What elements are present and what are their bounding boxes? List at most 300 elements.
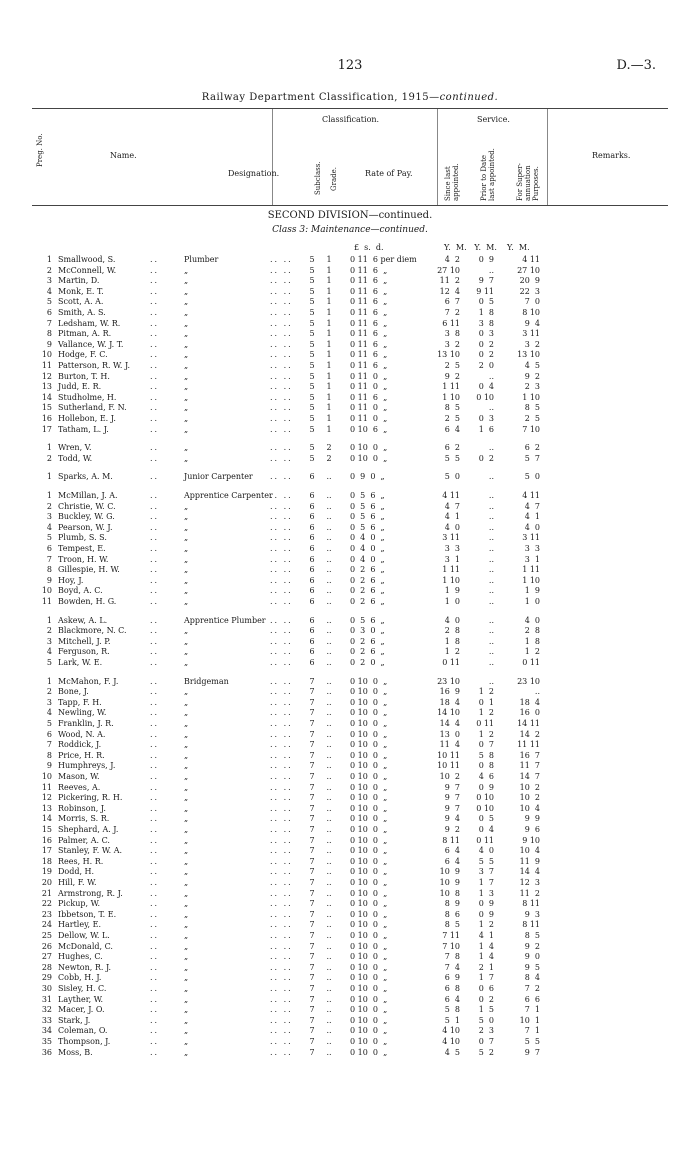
table-row [0, 349, 700, 360]
designation: „ [184, 1037, 189, 1046]
header-subclass: Subclass. [314, 161, 322, 195]
subclass: 7 [309, 1015, 315, 1025]
grade: .. [326, 1037, 332, 1046]
header-service: Service. [477, 115, 510, 124]
title-main: Railway Department Classification, 1915— [201, 92, 440, 103]
service-since-last: 11 2 [439, 276, 460, 286]
subclass: 7 [309, 952, 315, 962]
leader-dots: .. [150, 286, 160, 296]
leader-dots: .. .. [270, 382, 293, 392]
service-since-last: 14 4 [439, 719, 460, 728]
table-row [0, 392, 700, 403]
grade: .. [326, 984, 332, 993]
designation: „ [184, 1015, 189, 1025]
rate-of-pay: 0 10 0 „ [350, 814, 388, 824]
rate-of-pay: 0 10 0 „ [350, 899, 388, 909]
person-name: Mason, W. [58, 772, 100, 781]
leader-dots: .. .. [270, 814, 293, 824]
service-since-last: 7 2 [444, 308, 460, 317]
leader-dots: .. .. [270, 658, 293, 667]
table-row [0, 318, 700, 329]
leader-dots: .. .. [270, 973, 293, 983]
subclass: 7 [309, 856, 315, 866]
row-number: 4 [46, 708, 52, 718]
leader-dots: .. .. [270, 878, 293, 887]
subclass: 7 [309, 909, 315, 919]
leader-dots: .. [150, 856, 160, 866]
leader-dots: .. [150, 318, 160, 328]
person-name: Armstrong, R. J. [58, 888, 123, 898]
service-superannuation: 4 0 [524, 615, 540, 625]
person-name: Bowden, H. G. [58, 597, 117, 606]
subclass: 7 [309, 1037, 315, 1046]
subclass: 5 [309, 350, 315, 360]
service-superannuation: 2 5 [524, 414, 540, 423]
grade: 1 [326, 255, 332, 264]
rate-of-pay: 0 4 0 „ [350, 544, 385, 553]
service-since-last: 3 2 [444, 339, 460, 349]
leader-dots: .. .. [270, 1005, 293, 1015]
person-name: Boyd, A. C. [58, 586, 103, 596]
leader-dots: .. .. [270, 414, 293, 423]
person-name: Rees, H. R. [58, 856, 104, 866]
service-prior: .. [488, 512, 494, 522]
person-name: Smallwood, S. [58, 255, 116, 264]
leader-dots: .. [150, 615, 160, 625]
designation: „ [184, 867, 189, 877]
subclass: 6 [309, 647, 315, 657]
service-prior: 2 0 [478, 361, 494, 370]
person-name: Wood, N. A. [58, 729, 106, 739]
subclass: 5 [309, 443, 315, 453]
grade: .. [326, 835, 332, 845]
leader-dots: .. [150, 984, 160, 993]
designation: Bridgeman [184, 676, 229, 686]
person-name: Moss, B. [58, 1047, 93, 1057]
service-prior: .. [488, 615, 494, 625]
service-since-last: 6 4 [444, 856, 460, 866]
rate-of-pay: 0 2 6 „ [350, 565, 385, 575]
designation: „ [184, 846, 189, 856]
service-prior: .. [488, 472, 494, 482]
rate-of-pay: 0 10 0 „ [350, 1026, 388, 1036]
subclass: 5 [309, 318, 315, 328]
person-name: Newton, R. J. [58, 962, 112, 972]
leader-dots: .. [150, 501, 160, 511]
row-number: 3 [46, 697, 52, 707]
designation: „ [184, 920, 189, 930]
service-superannuation: 9 6 [524, 825, 540, 834]
designation: „ [184, 1026, 189, 1036]
rate-of-pay: 0 10 0 „ [350, 1005, 388, 1015]
leader-dots: .. [150, 1037, 160, 1046]
money-units: £ s. d. [354, 243, 384, 252]
rate-of-pay: 0 11 0 „ [350, 382, 388, 392]
rate-of-pay: 0 10 0 „ [350, 973, 388, 983]
service-superannuation: 4 11 [522, 491, 540, 500]
designation: „ [184, 597, 189, 606]
leader-dots: .. [150, 255, 160, 264]
grade: .. [326, 708, 332, 718]
service-superannuation: 3 11 [522, 329, 540, 339]
designation: „ [184, 297, 189, 307]
service-superannuation: 11 7 [519, 761, 540, 771]
designation: „ [184, 424, 189, 434]
service-superannuation: 14 4 [519, 867, 540, 877]
designation: „ [184, 453, 189, 463]
subclass: 7 [309, 899, 315, 909]
service-prior: .. [488, 658, 494, 667]
leader-dots: .. .. [270, 575, 293, 585]
service-since-last: 3 8 [444, 329, 460, 339]
service-prior: 3 8 [478, 318, 494, 328]
rate-of-pay: 0 11 0 „ [350, 403, 388, 413]
service-superannuation: 3 2 [524, 339, 540, 349]
grade: .. [326, 962, 332, 972]
person-name: Dodd, H. [58, 867, 95, 877]
service-superannuation: 11 11 [517, 740, 540, 750]
service-superannuation: 10 2 [519, 782, 540, 792]
row-number: 23 [41, 909, 52, 919]
leader-dots: .. .. [270, 772, 293, 781]
table-row [0, 402, 700, 413]
rate-of-pay: 0 11 6 „ [350, 361, 388, 370]
subclass: 7 [309, 973, 315, 983]
leader-dots: .. [150, 719, 160, 728]
leader-dots: .. .. [270, 941, 293, 951]
designation: „ [184, 501, 189, 511]
service-prior: 2 1 [478, 962, 494, 972]
person-name: Tatham, L. J. [58, 424, 109, 434]
service-since-last: 16 9 [439, 687, 460, 697]
grade: .. [326, 750, 332, 760]
person-name: Studholme, H. [58, 392, 117, 402]
leader-dots: .. .. [270, 339, 293, 349]
person-name: Sutherland, F. N. [58, 403, 127, 413]
leader-dots: .. [150, 626, 160, 636]
rate-of-pay: 0 10 0 „ [350, 888, 388, 898]
service-prior: .. [488, 491, 494, 500]
leader-dots: .. [150, 522, 160, 532]
leader-dots: .. .. [270, 740, 293, 750]
service-since-last: 3 11 [442, 533, 460, 543]
service-prior: .. [488, 575, 494, 585]
row-number: 27 [41, 952, 52, 962]
service-superannuation: 6 6 [524, 994, 540, 1004]
designation: „ [184, 371, 189, 381]
rate-of-pay: 0 10 0 „ [350, 878, 388, 887]
grade: .. [326, 533, 332, 543]
service-since-last: 7 10 [442, 941, 460, 951]
table-row [0, 707, 700, 718]
service-superannuation: 13 10 [517, 350, 540, 360]
table-row [0, 1047, 700, 1058]
service-superannuation: 8 11 [522, 920, 540, 930]
leader-dots: .. [150, 382, 160, 392]
service-since-last: 27 10 [437, 265, 460, 275]
service-superannuation: 20 9 [519, 276, 540, 286]
subclass: 7 [309, 994, 315, 1004]
row-number: 33 [41, 1015, 52, 1025]
subclass: 7 [309, 867, 315, 877]
person-name: Palmer, A. C. [58, 835, 110, 845]
grade: .. [326, 565, 332, 575]
subclass: 5 [309, 308, 315, 317]
person-name: Ferguson, R. [58, 647, 110, 657]
header-name: Name. [110, 151, 137, 160]
designation: „ [184, 952, 189, 962]
row-number: 1 [46, 491, 52, 500]
service-superannuation: 8 10 [522, 308, 540, 317]
rate-of-pay: 0 11 0 „ [350, 371, 388, 381]
leader-dots: .. [150, 403, 160, 413]
row-number: 24 [41, 920, 52, 930]
leader-dots: .. [150, 708, 160, 718]
designation: „ [184, 772, 189, 781]
leader-dots: .. .. [270, 803, 293, 813]
rate-of-pay: 0 2 6 „ [350, 586, 385, 596]
table-row [0, 360, 700, 371]
service-prior: .. [488, 586, 494, 596]
row-number: 6 [46, 729, 52, 739]
grade: .. [326, 544, 332, 553]
service-superannuation: 9 7 [524, 1047, 540, 1057]
rate-of-pay: 0 11 6 „ [350, 350, 388, 360]
designation: „ [184, 941, 189, 951]
rate-of-pay: 0 11 6 „ [350, 339, 388, 349]
leader-dots: .. [150, 392, 160, 402]
designation: „ [184, 382, 189, 392]
service-prior: 1 2 [478, 708, 494, 718]
designation: „ [184, 512, 189, 522]
service-since-last: 9 2 [444, 825, 460, 834]
service-superannuation: 0 11 [522, 658, 540, 667]
service-prior: 1 2 [478, 920, 494, 930]
leader-dots: .. [150, 909, 160, 919]
service-prior: 0 2 [478, 339, 494, 349]
service-prior: 2 3 [478, 1026, 494, 1036]
subclass: 7 [309, 708, 315, 718]
service-superannuation: 1 8 [524, 636, 540, 646]
row-number: 4 [46, 522, 52, 532]
table-row [0, 453, 700, 464]
service-prior: 1 7 [478, 973, 494, 983]
person-name: Wren, V. [58, 443, 92, 453]
person-name: McMahon, F. J. [58, 676, 119, 686]
table-row [0, 381, 700, 392]
rate-of-pay: 0 10 0 „ [350, 719, 388, 728]
subclass: 7 [309, 697, 315, 707]
leader-dots: .. .. [270, 544, 293, 553]
person-name: Dellow, W. L. [58, 931, 110, 940]
row-number: 22 [41, 899, 52, 909]
subclass: 5 [309, 329, 315, 339]
grade: 1 [326, 382, 332, 392]
service-prior: 1 5 [478, 1005, 494, 1015]
leader-dots: .. [150, 1026, 160, 1036]
service-superannuation: 9 2 [524, 371, 540, 381]
leader-dots: .. .. [270, 825, 293, 834]
grade: .. [326, 941, 332, 951]
grade: .. [326, 867, 332, 877]
subclass: 5 [309, 255, 315, 264]
subclass: 7 [309, 962, 315, 972]
header-preg-no: Preg. No. [36, 133, 44, 167]
subclass: 5 [309, 414, 315, 423]
table-row [0, 328, 700, 339]
table-row [0, 909, 700, 920]
subclass: 5 [309, 453, 315, 463]
person-name: Macer, J. O. [58, 1005, 105, 1015]
person-name: Layther, W. [58, 994, 104, 1004]
service-since-last: 2 5 [444, 361, 460, 370]
service-since-last: 8 5 [444, 403, 460, 413]
table-row [0, 994, 700, 1005]
designation: „ [184, 265, 189, 275]
grade: .. [326, 626, 332, 636]
service-superannuation: 1 10 [522, 392, 540, 402]
rate-of-pay: 0 5 6 „ [350, 501, 385, 511]
leader-dots: .. .. [270, 276, 293, 286]
grade: .. [326, 575, 332, 585]
person-name: Mitchell, J. P. [58, 636, 111, 646]
row-number: 11 [41, 361, 52, 370]
row-number: 4 [46, 647, 52, 657]
rate-of-pay: 0 10 0 „ [350, 856, 388, 866]
header-rate: Rate of Pay. [365, 169, 413, 178]
service-superannuation: 9 10 [522, 835, 540, 845]
leader-dots: .. .. [270, 1026, 293, 1036]
row-number: 3 [46, 276, 52, 286]
leader-dots: .. .. [270, 846, 293, 856]
leader-dots: .. .. [270, 1037, 293, 1046]
designation: „ [184, 443, 189, 453]
row-number: 6 [46, 544, 52, 553]
leader-dots: .. .. [270, 615, 293, 625]
table-row [0, 413, 700, 424]
rate-of-pay: 0 5 6 „ [350, 512, 385, 522]
service-since-last: 1 0 [444, 597, 460, 606]
leader-dots: .. [150, 920, 160, 930]
grade: .. [326, 491, 332, 500]
rate-of-pay: 0 5 6 „ [350, 522, 385, 532]
person-name: Reeves, A. [58, 782, 101, 792]
table-row [0, 856, 700, 867]
leader-dots: .. [150, 297, 160, 307]
row-number: 31 [41, 994, 52, 1004]
subclass: 7 [309, 803, 315, 813]
service-since-last: 4 2 [444, 255, 460, 264]
leader-dots: .. .. [270, 350, 293, 360]
table-row [0, 792, 700, 803]
grade: 1 [326, 297, 332, 307]
designation: „ [184, 575, 189, 585]
person-name: Coleman, O. [58, 1026, 108, 1036]
subclass: 5 [309, 382, 315, 392]
grade: 1 [326, 318, 332, 328]
designation: „ [184, 962, 189, 972]
rate-of-pay: 0 10 0 „ [350, 825, 388, 834]
designation: „ [184, 276, 189, 286]
service-since-last: 1 10 [442, 392, 460, 402]
subclass: 5 [309, 265, 315, 275]
table-row [0, 877, 700, 888]
row-number: 1 [46, 255, 52, 264]
service-prior: 0 9 [478, 255, 494, 264]
designation: „ [184, 761, 189, 771]
grade: 1 [326, 276, 332, 286]
designation: „ [184, 803, 189, 813]
rate-of-pay: 0 10 0 „ [350, 994, 388, 1004]
person-name: Scott, A. A. [58, 297, 104, 307]
service-prior: 4 1 [478, 931, 494, 940]
subclass: 7 [309, 740, 315, 750]
leader-dots: .. .. [270, 697, 293, 707]
service-prior: .. [488, 533, 494, 543]
leader-dots: .. .. [270, 899, 293, 909]
service-prior: 9 11 [476, 286, 494, 296]
grade: .. [326, 597, 332, 606]
designation: „ [184, 1047, 189, 1057]
rate-of-pay: 0 2 0 „ [350, 658, 385, 667]
leader-dots: .. [150, 414, 160, 423]
service-prior: 1 8 [478, 308, 494, 317]
designation: „ [184, 814, 189, 824]
table-row [0, 813, 700, 824]
person-name: Askew, A. L. [58, 615, 108, 625]
row-number: 26 [41, 941, 52, 951]
grade: .. [326, 825, 332, 834]
leader-dots: .. [150, 453, 160, 463]
row-number: 12 [41, 371, 52, 381]
grade: 1 [326, 392, 332, 402]
leader-dots: .. [150, 835, 160, 845]
grade: .. [326, 931, 332, 940]
table-header [32, 108, 668, 206]
service-since-last: 6 8 [444, 984, 460, 993]
table-row [0, 296, 700, 307]
grade: .. [326, 909, 332, 919]
table-row [0, 729, 700, 740]
leader-dots: .. .. [270, 255, 293, 264]
service-superannuation: 7 1 [524, 1026, 540, 1036]
leader-dots: .. .. [270, 586, 293, 596]
service-superannuation: 14 2 [519, 729, 540, 739]
leader-dots: .. .. [270, 361, 293, 370]
person-name: Newling, W. [58, 708, 107, 718]
leader-dots: .. .. [270, 453, 293, 463]
grade: .. [326, 888, 332, 898]
service-since-last: 1 8 [444, 636, 460, 646]
grade: .. [326, 472, 332, 482]
leader-dots: .. [150, 1015, 160, 1025]
leader-dots: .. .. [270, 329, 293, 339]
leader-dots: .. .. [270, 782, 293, 792]
person-name: Ibbetson, T. E. [58, 909, 117, 919]
service-prior: 0 8 [478, 761, 494, 771]
service-superannuation: 12 3 [519, 878, 540, 887]
designation: „ [184, 586, 189, 596]
table-row [0, 782, 700, 793]
service-superannuation: 10 4 [519, 846, 540, 856]
subclass: 7 [309, 1005, 315, 1015]
leader-dots: .. [150, 350, 160, 360]
service-since-last: 6 4 [444, 424, 460, 434]
person-name: Todd, W. [58, 453, 93, 463]
service-prior: 0 9 [478, 782, 494, 792]
leader-dots: .. [150, 740, 160, 750]
header-divider [547, 109, 548, 205]
